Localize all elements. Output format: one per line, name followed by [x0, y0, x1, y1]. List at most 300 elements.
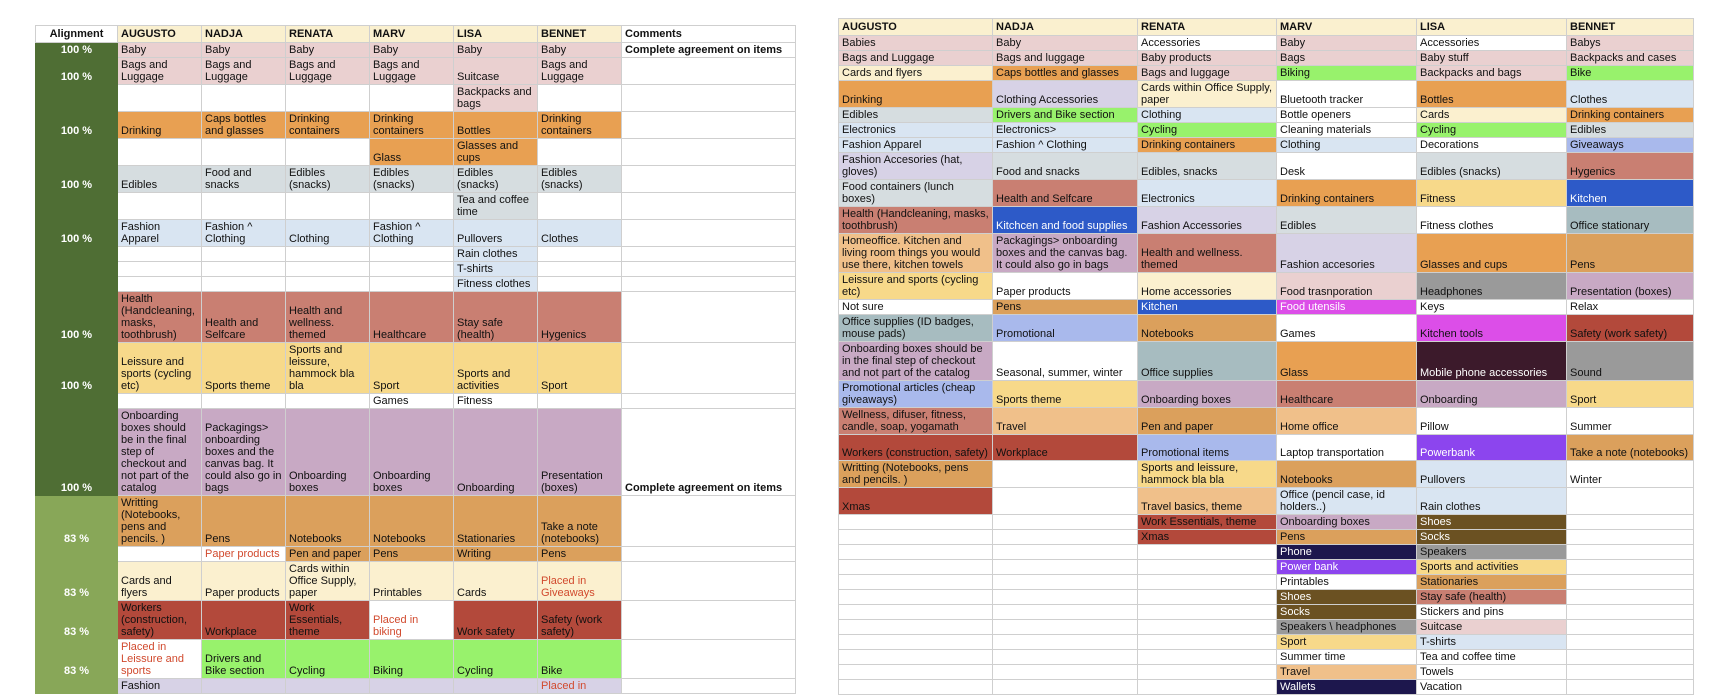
category-cell[interactable]: Xmas [1138, 530, 1277, 545]
category-cell[interactable]: Bike [1567, 66, 1694, 81]
category-cell[interactable]: Health and wellness. themed [286, 292, 370, 343]
category-cell[interactable]: Sound [1567, 342, 1694, 381]
category-cell[interactable]: Printables [370, 562, 454, 601]
category-cell[interactable]: Pens [370, 547, 454, 562]
category-cell[interactable]: Pen and paper [286, 547, 370, 562]
alignment-cell[interactable] [36, 85, 118, 112]
category-cell[interactable]: Fitness [1417, 180, 1567, 207]
category-cell[interactable]: Electronics [839, 123, 993, 138]
category-cell[interactable]: Notebooks [1138, 315, 1277, 342]
category-cell[interactable]: Cycling [454, 640, 538, 679]
comment-cell[interactable]: Complete agreement on items [622, 43, 796, 58]
category-cell[interactable]: Stay safe (health) [1417, 590, 1567, 605]
category-cell[interactable]: Workplace [993, 435, 1138, 461]
alignment-cell[interactable] [36, 547, 118, 562]
category-cell[interactable] [839, 590, 993, 605]
category-cell[interactable]: Bags and Luggage [202, 58, 286, 85]
category-cell[interactable] [370, 247, 454, 262]
category-cell[interactable]: Laptop transportation [1277, 435, 1417, 461]
category-cell[interactable] [1138, 620, 1277, 635]
category-cell[interactable]: Paper products [202, 562, 286, 601]
category-cell[interactable]: Speakers [1417, 545, 1567, 560]
category-cell[interactable]: Clothing Accessories [993, 81, 1138, 108]
category-cell[interactable] [286, 139, 370, 166]
comment-cell[interactable] [622, 247, 796, 262]
category-cell[interactable]: Socks [1277, 605, 1417, 620]
category-cell[interactable]: Hygenics [538, 292, 622, 343]
category-cell[interactable]: Drinking containers [538, 112, 622, 139]
category-cell[interactable]: Backpacks and bags [1417, 66, 1567, 81]
category-cell[interactable]: Power bank [1277, 560, 1417, 575]
category-cell[interactable] [993, 575, 1138, 590]
category-cell[interactable]: Fashion Apparel [118, 220, 202, 247]
category-cell[interactable]: Winter [1567, 461, 1694, 488]
category-cell[interactable]: Bluetooth tracker [1277, 81, 1417, 108]
category-cell[interactable] [993, 560, 1138, 575]
category-cell[interactable]: Baby [454, 43, 538, 58]
category-cell[interactable]: Fashion ^ Clothing [993, 138, 1138, 153]
category-cell[interactable]: Baby products [1138, 51, 1277, 66]
category-cell[interactable]: Onboarding boxes [370, 409, 454, 496]
category-cell[interactable] [286, 193, 370, 220]
category-cell[interactable] [839, 665, 993, 680]
category-cell[interactable]: Cards and flyers [839, 66, 993, 81]
category-cell[interactable]: Bags and Luggage [538, 58, 622, 85]
category-cell[interactable] [202, 394, 286, 409]
category-cell[interactable]: Sports and leissure, hammock bla bla [286, 343, 370, 394]
category-cell[interactable]: Placed in biking [370, 601, 454, 640]
category-cell[interactable]: Stationaries [454, 496, 538, 547]
category-cell[interactable]: Drivers and Bike section [993, 108, 1138, 123]
category-cell[interactable]: Sports theme [202, 343, 286, 394]
comment-cell[interactable] [622, 343, 796, 394]
category-cell[interactable] [993, 530, 1138, 545]
category-cell[interactable]: Health and wellness. themed [1138, 234, 1277, 273]
category-cell[interactable] [839, 605, 993, 620]
category-cell[interactable]: Wallets [1277, 680, 1417, 695]
category-cell[interactable]: Pullovers [1417, 461, 1567, 488]
category-cell[interactable] [118, 277, 202, 292]
category-cell[interactable] [993, 545, 1138, 560]
comment-cell[interactable] [622, 562, 796, 601]
category-cell[interactable]: Mobile phone accessories [1417, 342, 1567, 381]
category-cell[interactable]: Promotional [993, 315, 1138, 342]
comment-cell[interactable] [622, 496, 796, 547]
alignment-cell[interactable]: 100 % [36, 43, 118, 58]
category-cell[interactable]: Sports and activities [454, 343, 538, 394]
category-cell[interactable] [538, 139, 622, 166]
comment-cell[interactable]: Complete agreement on items [622, 409, 796, 496]
category-cell[interactable]: Tea and coffee time [1417, 650, 1567, 665]
category-cell[interactable]: Edibles (snacks) [538, 166, 622, 193]
category-cell[interactable] [1138, 605, 1277, 620]
category-cell[interactable]: Sport [1567, 381, 1694, 408]
category-cell[interactable]: Decorations [1417, 138, 1567, 153]
category-cell[interactable]: Onboarding boxes [1277, 515, 1417, 530]
category-cell[interactable]: Games [370, 394, 454, 409]
alignment-cell[interactable]: 83 % [36, 496, 118, 547]
category-cell[interactable]: Socks [1417, 530, 1567, 545]
category-cell[interactable] [1567, 650, 1694, 665]
category-cell[interactable] [118, 247, 202, 262]
category-cell[interactable]: Baby [1277, 36, 1417, 51]
category-cell[interactable]: Desk [1277, 153, 1417, 180]
category-cell[interactable] [1567, 590, 1694, 605]
category-cell[interactable]: Summer time [1277, 650, 1417, 665]
alignment-cell[interactable]: 100 % [36, 220, 118, 247]
category-cell[interactable]: Work safety [454, 601, 538, 640]
category-cell[interactable] [538, 394, 622, 409]
right-header-augusto[interactable]: AUGUSTO [839, 19, 993, 36]
category-cell[interactable] [370, 193, 454, 220]
category-cell[interactable]: Bags and Luggage [118, 58, 202, 85]
category-cell[interactable]: Placed in [538, 679, 622, 694]
category-cell[interactable]: Onboarding boxes should be in the final step of checkout and not part of the catalog [118, 409, 202, 496]
category-cell[interactable]: Biking [370, 640, 454, 679]
category-cell[interactable]: Sports and leissure, hammock bla bla [1138, 461, 1277, 488]
category-cell[interactable] [118, 85, 202, 112]
category-cell[interactable]: Health and Selfcare [993, 180, 1138, 207]
category-cell[interactable]: Fitness clothes [1417, 207, 1567, 234]
comment-cell[interactable] [622, 193, 796, 220]
category-cell[interactable]: Glass [1277, 342, 1417, 381]
category-cell[interactable]: Placed in Leissure and sports [118, 640, 202, 679]
category-cell[interactable]: Stay safe (health) [454, 292, 538, 343]
category-cell[interactable]: T-shirts [454, 262, 538, 277]
category-cell[interactable]: Notebooks [1277, 461, 1417, 488]
category-cell[interactable]: Backpacks and cases [1567, 51, 1694, 66]
category-cell[interactable] [1567, 680, 1694, 695]
category-cell[interactable] [1567, 488, 1694, 515]
alignment-cell[interactable] [36, 679, 118, 694]
category-cell[interactable]: Caps bottles and glasses [993, 66, 1138, 81]
category-cell[interactable]: Edibles [118, 166, 202, 193]
category-cell[interactable]: Kitchen tools [1417, 315, 1567, 342]
category-cell[interactable]: Rain clothes [1417, 488, 1567, 515]
category-cell[interactable]: Fashion Accesories (hat, gloves) [839, 153, 993, 180]
category-cell[interactable]: Summer [1567, 408, 1694, 435]
category-cell[interactable]: Baby stuff [1417, 51, 1567, 66]
alignment-cell[interactable]: 100 % [36, 292, 118, 343]
alignment-cell[interactable]: 83 % [36, 640, 118, 679]
category-cell[interactable]: Leissure and sports (cycling etc) [839, 273, 993, 300]
category-cell[interactable]: Food and snacks [202, 166, 286, 193]
category-cell[interactable]: Drinking containers [286, 112, 370, 139]
left-header-renata[interactable]: RENATA [286, 26, 370, 43]
category-cell[interactable]: Onboarding [1417, 381, 1567, 408]
category-cell[interactable]: Promotional items [1138, 435, 1277, 461]
category-cell[interactable]: Xmas [839, 488, 993, 515]
category-cell[interactable]: Sport [538, 343, 622, 394]
category-cell[interactable] [538, 262, 622, 277]
category-cell[interactable]: Onboarding boxes [286, 409, 370, 496]
category-cell[interactable]: Presentation (boxes) [538, 409, 622, 496]
alignment-cell[interactable]: 100 % [36, 343, 118, 394]
category-cell[interactable]: Suitcase [454, 58, 538, 85]
category-cell[interactable] [1567, 665, 1694, 680]
category-cell[interactable]: Drinking [118, 112, 202, 139]
category-cell[interactable]: Edibles [1277, 207, 1417, 234]
category-cell[interactable]: Rain clothes [454, 247, 538, 262]
alignment-cell[interactable]: 100 % [36, 409, 118, 496]
category-cell[interactable] [202, 277, 286, 292]
category-cell[interactable]: Cards [1417, 108, 1567, 123]
category-cell[interactable] [286, 85, 370, 112]
category-cell[interactable]: Games [1277, 315, 1417, 342]
category-cell[interactable] [118, 193, 202, 220]
category-cell[interactable]: Drinking [839, 81, 993, 108]
category-cell[interactable]: Office (pencil case, id holders..) [1277, 488, 1417, 515]
category-cell[interactable]: Edibles (snacks) [286, 166, 370, 193]
category-cell[interactable]: Biking [1277, 66, 1417, 81]
category-cell[interactable] [839, 515, 993, 530]
category-cell[interactable] [1567, 575, 1694, 590]
category-cell[interactable]: Baby [286, 43, 370, 58]
category-cell[interactable]: Office stationary [1567, 207, 1694, 234]
category-cell[interactable]: Bags and Luggage [839, 51, 993, 66]
category-cell[interactable]: Take a note (notebooks) [538, 496, 622, 547]
alignment-cell[interactable] [36, 247, 118, 262]
category-cell[interactable] [454, 679, 538, 694]
category-cell[interactable]: Fashion ^ Clothing [202, 220, 286, 247]
category-cell[interactable]: Bags and luggage [993, 51, 1138, 66]
alignment-cell[interactable] [36, 139, 118, 166]
category-cell[interactable]: Healthcare [1277, 381, 1417, 408]
category-cell[interactable]: Safety (work safety) [538, 601, 622, 640]
category-cell[interactable]: Fashion Apparel [839, 138, 993, 153]
category-cell[interactable]: Bike [538, 640, 622, 679]
comment-cell[interactable] [622, 139, 796, 166]
category-cell[interactable]: Healthcare [370, 292, 454, 343]
category-cell[interactable] [118, 547, 202, 562]
category-cell[interactable] [202, 679, 286, 694]
category-cell[interactable]: Pen and paper [1138, 408, 1277, 435]
category-cell[interactable]: Bags [1277, 51, 1417, 66]
category-cell[interactable] [118, 262, 202, 277]
category-cell[interactable]: Bottles [454, 112, 538, 139]
category-cell[interactable]: Sports theme [993, 381, 1138, 408]
category-cell[interactable] [993, 650, 1138, 665]
category-cell[interactable] [1567, 635, 1694, 650]
category-cell[interactable]: Clothing [1138, 108, 1277, 123]
category-cell[interactable]: Notebooks [370, 496, 454, 547]
category-cell[interactable] [1567, 560, 1694, 575]
category-cell[interactable]: Cards [454, 562, 538, 601]
category-cell[interactable]: Fashion ^ Clothing [370, 220, 454, 247]
category-cell[interactable] [993, 665, 1138, 680]
comment-cell[interactable] [622, 640, 796, 679]
category-cell[interactable] [286, 277, 370, 292]
category-cell[interactable] [993, 620, 1138, 635]
category-cell[interactable]: Workplace [202, 601, 286, 640]
category-cell[interactable]: Food trasnporation [1277, 273, 1417, 300]
category-cell[interactable]: Fashion accesories [1277, 234, 1417, 273]
category-cell[interactable] [1138, 665, 1277, 680]
category-cell[interactable]: Onboarding [454, 409, 538, 496]
category-cell[interactable] [1567, 545, 1694, 560]
category-cell[interactable]: Seasonal, summer, winter [993, 342, 1138, 381]
category-cell[interactable]: Electronics [1138, 180, 1277, 207]
alignment-cell[interactable] [36, 277, 118, 292]
left-header-comments[interactable]: Comments [622, 26, 796, 43]
category-cell[interactable]: Wellness, difuser, fitness, candle, soap, yogamath [839, 408, 993, 435]
category-cell[interactable] [839, 680, 993, 695]
category-cell[interactable]: Take a note (notebooks) [1567, 435, 1694, 461]
category-cell[interactable]: Food utensils [1277, 300, 1417, 315]
right-header-nadja[interactable]: NADJA [993, 19, 1138, 36]
comment-cell[interactable] [622, 394, 796, 409]
category-cell[interactable]: Suitcase [1417, 620, 1567, 635]
category-cell[interactable] [202, 85, 286, 112]
category-cell[interactable]: Writing [454, 547, 538, 562]
category-cell[interactable] [1567, 530, 1694, 545]
category-cell[interactable]: Headphones [1417, 273, 1567, 300]
category-cell[interactable]: Cycling [1417, 123, 1567, 138]
category-cell[interactable]: Placed in Giveaways [538, 562, 622, 601]
category-cell[interactable]: Writting (Notebooks, pens and pencils. ) [118, 496, 202, 547]
category-cell[interactable]: Tea and coffee time [454, 193, 538, 220]
category-cell[interactable]: Kitchcen and food supplies [993, 207, 1138, 234]
category-cell[interactable] [202, 247, 286, 262]
category-cell[interactable]: Packagings> onboarding boxes and the canvas bag. It could also go in bags [202, 409, 286, 496]
category-cell[interactable]: Cleaning materials [1277, 123, 1417, 138]
category-cell[interactable] [118, 139, 202, 166]
category-cell[interactable] [286, 679, 370, 694]
category-cell[interactable] [538, 193, 622, 220]
comment-cell[interactable] [622, 547, 796, 562]
category-cell[interactable]: Presentation (boxes) [1567, 273, 1694, 300]
category-cell[interactable] [993, 590, 1138, 605]
category-cell[interactable]: Workers (construction, safety) [839, 435, 993, 461]
category-cell[interactable]: Pens [1277, 530, 1417, 545]
category-cell[interactable] [1138, 560, 1277, 575]
category-cell[interactable]: Work Essentials, theme [1138, 515, 1277, 530]
category-cell[interactable] [1138, 635, 1277, 650]
category-cell[interactable]: Babys [1567, 36, 1694, 51]
category-cell[interactable]: Vacation [1417, 680, 1567, 695]
category-cell[interactable]: Travel [993, 408, 1138, 435]
category-cell[interactable] [202, 262, 286, 277]
category-cell[interactable]: Onboarding boxes [1138, 381, 1277, 408]
category-cell[interactable] [839, 560, 993, 575]
alignment-cell[interactable] [36, 262, 118, 277]
category-cell[interactable]: Powerbank [1417, 435, 1567, 461]
alignment-cell[interactable]: 100 % [36, 166, 118, 193]
left-header-augusto[interactable]: AUGUSTO [118, 26, 202, 43]
category-cell[interactable]: Pens [1567, 234, 1694, 273]
category-cell[interactable]: Fashion Accessories [1138, 207, 1277, 234]
category-cell[interactable]: Towels [1417, 665, 1567, 680]
alignment-cell[interactable] [36, 193, 118, 220]
comment-cell[interactable] [622, 166, 796, 193]
category-cell[interactable]: Drivers and Bike section [202, 640, 286, 679]
category-cell[interactable]: Printables [1277, 575, 1417, 590]
category-cell[interactable]: Accessories [1138, 36, 1277, 51]
category-cell[interactable] [993, 488, 1138, 515]
category-cell[interactable]: Pullovers [454, 220, 538, 247]
category-cell[interactable] [1138, 545, 1277, 560]
category-cell[interactable]: Packagings> onboarding boxes and the canvas bag. It could also go in bags [993, 234, 1138, 273]
category-cell[interactable]: Stickers and pins [1417, 605, 1567, 620]
category-cell[interactable]: Kitchen [1567, 180, 1694, 207]
category-cell[interactable]: Edibles [839, 108, 993, 123]
category-cell[interactable]: Pillow [1417, 408, 1567, 435]
left-header-alignment[interactable]: Alignment [36, 26, 118, 43]
category-cell[interactable]: Sport [370, 343, 454, 394]
comment-cell[interactable] [622, 220, 796, 247]
category-cell[interactable]: Sports and activities [1417, 560, 1567, 575]
category-cell[interactable] [839, 635, 993, 650]
category-cell[interactable]: Office supplies (ID badges, mouse pads) [839, 315, 993, 342]
category-cell[interactable]: Edibles (snacks) [454, 166, 538, 193]
category-cell[interactable] [1138, 680, 1277, 695]
category-cell[interactable]: T-shirts [1417, 635, 1567, 650]
category-cell[interactable]: Glasses and cups [1417, 234, 1567, 273]
comment-cell[interactable] [622, 601, 796, 640]
category-cell[interactable]: Fitness clothes [454, 277, 538, 292]
category-cell[interactable] [538, 277, 622, 292]
category-cell[interactable]: Bags and Luggage [370, 58, 454, 85]
alignment-cell[interactable] [36, 394, 118, 409]
category-cell[interactable]: Edibles [1567, 123, 1694, 138]
category-cell[interactable]: Office supplies [1138, 342, 1277, 381]
category-cell[interactable]: Edibles, snacks [1138, 153, 1277, 180]
category-cell[interactable] [1567, 605, 1694, 620]
category-cell[interactable]: Edibles (snacks) [370, 166, 454, 193]
category-cell[interactable]: Work Essentials, theme [286, 601, 370, 640]
category-cell[interactable] [370, 85, 454, 112]
category-cell[interactable]: Bottles [1417, 81, 1567, 108]
category-cell[interactable]: Cards within Office Supply, paper [1138, 81, 1277, 108]
category-cell[interactable] [202, 193, 286, 220]
comment-cell[interactable] [622, 262, 796, 277]
comment-cell[interactable] [622, 85, 796, 112]
category-cell[interactable]: Pens [993, 300, 1138, 315]
category-cell[interactable] [839, 650, 993, 665]
right-header-bennet[interactable]: BENNET [1567, 19, 1694, 36]
category-cell[interactable] [1138, 650, 1277, 665]
category-cell[interactable] [839, 545, 993, 560]
category-cell[interactable] [370, 277, 454, 292]
alignment-cell[interactable]: 100 % [36, 112, 118, 139]
category-cell[interactable]: Hygenics [1567, 153, 1694, 180]
category-cell[interactable] [1567, 515, 1694, 530]
category-cell[interactable]: Workers (construction, safety) [118, 601, 202, 640]
category-cell[interactable] [839, 575, 993, 590]
category-cell[interactable] [286, 247, 370, 262]
category-cell[interactable]: Baby [118, 43, 202, 58]
category-cell[interactable]: Edibles (snacks) [1417, 153, 1567, 180]
category-cell[interactable]: Stationaries [1417, 575, 1567, 590]
category-cell[interactable] [286, 262, 370, 277]
category-cell[interactable]: Notebooks [286, 496, 370, 547]
category-cell[interactable]: Clothing [286, 220, 370, 247]
category-cell[interactable] [993, 461, 1138, 488]
category-cell[interactable]: Baby [538, 43, 622, 58]
category-cell[interactable]: Relax [1567, 300, 1694, 315]
category-cell[interactable]: Food and snacks [993, 153, 1138, 180]
category-cell[interactable]: Glasses and cups [454, 139, 538, 166]
category-cell[interactable]: Electronics> [993, 123, 1138, 138]
category-cell[interactable]: Babies [839, 36, 993, 51]
category-cell[interactable]: Clothing [1277, 138, 1417, 153]
category-cell[interactable]: Shoes [1417, 515, 1567, 530]
category-cell[interactable] [538, 85, 622, 112]
category-cell[interactable] [1567, 620, 1694, 635]
category-cell[interactable] [993, 635, 1138, 650]
category-cell[interactable] [370, 679, 454, 694]
category-cell[interactable]: Bags and luggage [1138, 66, 1277, 81]
